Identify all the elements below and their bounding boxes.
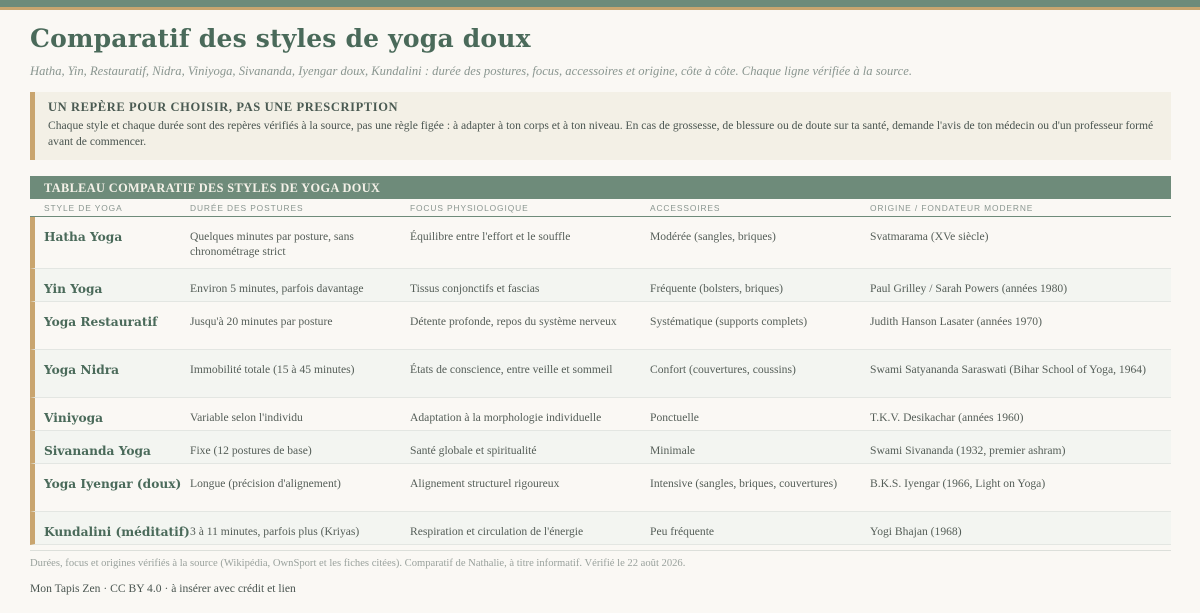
- cell-origin: Swami Satyananda Saraswati (Bihar School of Yoga, 1964): [870, 363, 1146, 376]
- table-row: [30, 302, 1171, 350]
- cell-duration: Environ 5 minutes, parfois davantage: [190, 282, 364, 295]
- cell-focus: Santé globale et spiritualité: [410, 444, 537, 457]
- cell-duration: Variable selon l'individu: [190, 411, 303, 424]
- disclaimer-notice: [30, 92, 1171, 160]
- table-row: [30, 398, 1171, 431]
- footer-divider: [30, 550, 1171, 551]
- top-accent-band: [0, 0, 1200, 7]
- cell-props: Fréquente (bolsters, briques): [650, 282, 783, 295]
- cell-focus: Détente profonde, repos du système nerveux: [410, 315, 617, 328]
- cell-props: Modérée (sangles, briques): [650, 230, 776, 243]
- cell-focus: Tissus conjonctifs et fascias: [410, 282, 540, 295]
- cell-origin: T.K.V. Desikachar (années 1960): [870, 411, 1024, 424]
- cell-origin: Svatmarama (XVe siècle): [870, 230, 989, 243]
- cell-duration: Immobilité totale (15 à 45 minutes): [190, 363, 355, 376]
- column-header-duration: DURÉE DES POSTURES: [190, 203, 304, 213]
- table-banner: [30, 176, 1171, 199]
- cell-duration: 3 à 11 minutes, parfois plus (Kriyas): [190, 525, 360, 538]
- column-header-origin: ORIGINE / FONDATEUR MODERNE: [870, 203, 1034, 213]
- column-header-style: STYLE DE YOGA: [44, 203, 123, 213]
- cell-style: Yoga Iyengar (doux): [44, 477, 182, 491]
- column-header-props: ACCESSOIRES: [650, 203, 721, 213]
- source-note: Durées, focus et origines vérifiés à la source (Wikipédia, OwnSport et les fiches citées). Comparatif de Nathalie, à titre informatif. Vérifié le 22 août 2026.: [30, 558, 686, 569]
- cell-duration: Fixe (12 postures de base): [190, 444, 312, 457]
- cell-focus: États de conscience, entre veille et sommeil: [410, 363, 613, 376]
- column-header-focus: FOCUS PHYSIOLOGIQUE: [410, 203, 529, 213]
- cell-props: Systématique (supports complets): [650, 315, 808, 328]
- cell-origin: B.K.S. Iyengar (1966, Light on Yoga): [870, 477, 1046, 490]
- table-row: [30, 350, 1171, 398]
- cell-origin: Swami Sivananda (1932, premier ashram): [870, 444, 1066, 457]
- top-accent-stripe: [0, 7, 1200, 10]
- table-row: [30, 512, 1171, 545]
- cell-style: Yin Yoga: [44, 282, 103, 296]
- notice-body: Chaque style et chaque durée sont des repères vérifiés à la source, pas une règle figée : à adapter à ton corps et à ton niveau. En cas de grossesse, de blessure ou de doute sur ta santé, demande l'avis de ton médecin ou d'un professeur formé avant de commencer.: [48, 119, 1154, 148]
- cell-props: Confort (couvertures, coussins): [650, 363, 796, 376]
- table-row: [30, 431, 1171, 464]
- cell-origin: Paul Grilley / Sarah Powers (années 1980): [870, 282, 1068, 295]
- cell-focus: Adaptation à la morphologie individuelle: [410, 411, 602, 424]
- credit-line: Mon Tapis Zen · CC BY 4.0 · à insérer avec crédit et lien: [30, 582, 296, 595]
- page-title: Comparatif des styles de yoga doux: [30, 24, 531, 53]
- cell-style: Hatha Yoga: [44, 230, 123, 244]
- table-title: TABLEAU COMPARATIF DES STYLES DE YOGA DOUX: [44, 181, 381, 195]
- cell-focus: Alignement structurel rigoureux: [410, 477, 560, 490]
- table-row: [30, 269, 1171, 302]
- page-subtitle: Hatha, Yin, Restauratif, Nidra, Viniyoga, Sivananda, Iyengar doux, Kundalini : durée des postures, focus, accessoires et origine, côte à côte. Chaque ligne vérifiée à la source.: [30, 64, 913, 78]
- cell-props: Minimale: [650, 444, 696, 457]
- cell-style: Yoga Restauratif: [44, 315, 158, 329]
- cell-duration: Longue (précision d'alignement): [190, 477, 341, 490]
- cell-duration: Quelques minutes par posture, sans chronométrage strict: [190, 230, 354, 258]
- cell-style: Sivananda Yoga: [44, 444, 151, 458]
- table-row: [30, 217, 1171, 269]
- cell-style: Kundalini (méditatif): [44, 525, 190, 539]
- cell-focus: Équilibre entre l'effort et le souffle: [410, 230, 571, 243]
- table-header-row: [30, 199, 1171, 217]
- cell-focus: Respiration et circulation de l'énergie: [410, 525, 584, 538]
- notice-heading: UN REPÈRE POUR CHOISIR, PAS UNE PRESCRIPTION: [48, 100, 399, 114]
- cell-duration: Jusqu'à 20 minutes par posture: [190, 315, 333, 328]
- cell-props: Peu fréquente: [650, 525, 715, 538]
- cell-style: Yoga Nidra: [44, 363, 120, 377]
- cell-props: Intensive (sangles, briques, couvertures): [650, 477, 838, 490]
- cell-props: Ponctuelle: [650, 411, 699, 424]
- cell-origin: Judith Hanson Lasater (années 1970): [870, 315, 1042, 328]
- cell-origin: Yogi Bhajan (1968): [870, 525, 962, 538]
- table-row: [30, 464, 1171, 512]
- cell-style: Viniyoga: [44, 411, 103, 425]
